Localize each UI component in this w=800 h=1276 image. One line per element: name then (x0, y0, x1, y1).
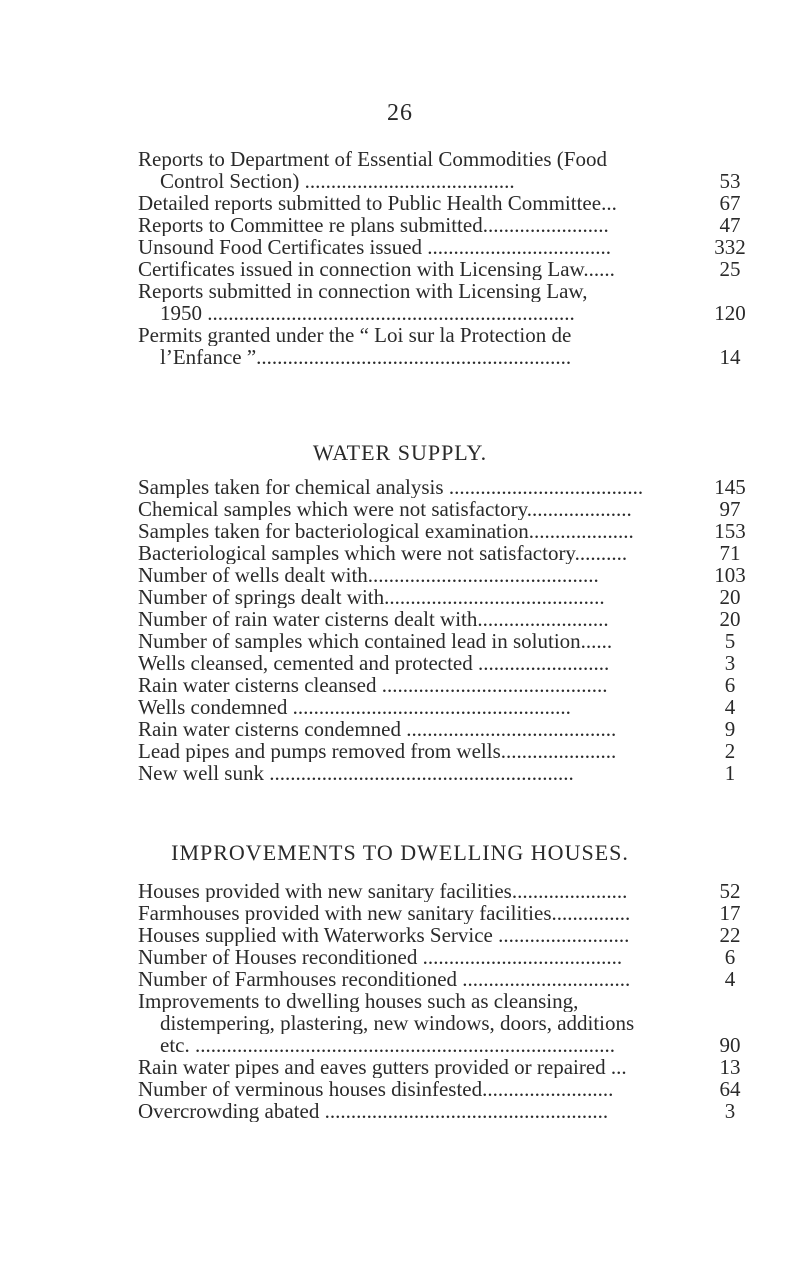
item-label: Reports to Committee re plans submitted........................ (138, 214, 609, 236)
item-label: Houses provided with new sanitary facilities...................... (138, 880, 628, 902)
item-value: 5 (724, 629, 736, 653)
item-value: 14 (719, 345, 741, 369)
item-label-continued: Control Section) ........................................ (160, 170, 515, 192)
item-label-continued: 1950 ...................................................................... (160, 302, 575, 324)
list-item (138, 280, 770, 324)
item-label: Detailed reports submitted to Public Health Committee... (138, 192, 617, 214)
water-supply-heading: WATER SUPPLY. (312, 440, 488, 465)
list-item (138, 880, 770, 902)
item-value: 2 (724, 739, 736, 763)
item-value: 67 (719, 191, 741, 215)
item-label: Rain water cisterns cleansed ........................................... (138, 674, 608, 696)
page-number: 26 (387, 100, 413, 126)
item-value: 20 (719, 607, 741, 631)
water-supply-section (138, 476, 770, 784)
item-label: Chemical samples which were not satisfactory.................... (138, 498, 632, 520)
item-label-continued: distempering, plastering, new windows, doors, additions (160, 1012, 635, 1034)
list-item (138, 740, 770, 762)
list-item (138, 696, 770, 718)
item-label: Number of samples which contained lead in solution...... (138, 630, 613, 652)
item-label: Number of springs dealt with.......................................... (138, 586, 605, 608)
item-value: 22 (719, 923, 741, 947)
improvements-heading: IMPROVEMENTS TO DWELLING HOUSES. (171, 840, 629, 865)
item-value: 71 (719, 541, 741, 565)
list-item (138, 990, 770, 1056)
item-value: 4 (724, 967, 736, 991)
improvements-section (138, 880, 770, 1122)
list-item (138, 718, 770, 740)
list-item (138, 924, 770, 946)
item-value: 25 (719, 257, 741, 281)
item-label: Lead pipes and pumps removed from wells...................... (138, 740, 617, 762)
item-value: 103 (714, 563, 746, 587)
item-value: 3 (724, 651, 736, 675)
item-label: Wells cleansed, cemented and protected ......................... (138, 652, 610, 674)
item-value: 20 (719, 585, 741, 609)
reports-section (138, 148, 770, 368)
item-label-continued: l’Enfance ”............................................................ (160, 346, 572, 368)
item-value: 145 (714, 475, 746, 499)
list-item (138, 476, 770, 498)
list-item (138, 902, 770, 924)
item-label: Unsound Food Certificates issued ................................... (138, 236, 612, 258)
list-item (138, 762, 770, 784)
list-item (138, 946, 770, 968)
item-value: 6 (724, 673, 736, 697)
item-label: Number of wells dealt with............................................ (138, 564, 599, 586)
item-label: Number of Houses reconditioned ...................................... (138, 946, 623, 968)
list-item (138, 214, 770, 236)
list-item (138, 324, 770, 368)
item-label: Certificates issued in connection with Licensing Law...... (138, 258, 615, 280)
item-value: 332 (714, 235, 746, 259)
item-value: 47 (719, 213, 741, 237)
item-value: 3 (724, 1099, 736, 1123)
item-value: 90 (719, 1033, 741, 1057)
list-item (138, 652, 770, 674)
item-value: 53 (719, 169, 741, 193)
item-label: Number of Farmhouses reconditioned ................................ (138, 968, 631, 990)
item-value: 1 (724, 761, 736, 785)
list-item (138, 630, 770, 652)
item-value: 52 (719, 879, 741, 903)
item-label: New well sunk .......................................................... (138, 762, 574, 784)
item-label: Farmhouses provided with new sanitary facilities............... (138, 902, 631, 924)
list-item (138, 236, 770, 258)
item-label: Rain water cisterns condemned ........................................ (138, 718, 617, 740)
item-value: 97 (719, 497, 741, 521)
item-label: Reports submitted in connection with Licensing Law, (138, 280, 588, 302)
item-label: Samples taken for chemical analysis ..................................... (138, 476, 644, 498)
item-label: Improvements to dwelling houses such as cleansing, (138, 990, 579, 1012)
item-value: 9 (724, 717, 736, 741)
list-item (138, 608, 770, 630)
list-item (138, 520, 770, 542)
item-label: Samples taken for bacteriological examination.................... (138, 520, 634, 542)
list-item (138, 542, 770, 564)
item-value: 120 (714, 301, 746, 325)
item-value: 64 (719, 1077, 741, 1101)
list-item (138, 1100, 770, 1122)
list-item (138, 148, 770, 192)
item-value: 153 (714, 519, 746, 543)
item-label: Rain water pipes and eaves gutters provided or repaired ... (138, 1056, 627, 1078)
item-label: Wells condemned ..................................................... (138, 696, 571, 718)
item-label: Number of rain water cisterns dealt with......................... (138, 608, 609, 630)
list-item (138, 564, 770, 586)
list-item (138, 192, 770, 214)
item-label: Bacteriological samples which were not satisfactory.......... (138, 542, 628, 564)
list-item (138, 258, 770, 280)
list-item (138, 968, 770, 990)
item-label: Houses supplied with Waterworks Service ......................... (138, 924, 630, 946)
item-label: Permits granted under the “ Loi sur la Protection de (138, 324, 572, 346)
item-label: Overcrowding abated ...................................................... (138, 1100, 609, 1122)
item-label: Number of verminous houses disinfested......................... (138, 1078, 614, 1100)
item-value: 4 (724, 695, 736, 719)
list-item (138, 586, 770, 608)
item-label: Reports to Department of Essential Commodities (Food (138, 148, 607, 170)
item-value: 17 (719, 901, 741, 925)
list-item (138, 674, 770, 696)
list-item (138, 1056, 770, 1078)
list-item (138, 498, 770, 520)
list-item (138, 1078, 770, 1100)
item-value: 13 (719, 1055, 741, 1079)
item-label-continued: etc. ................................................................................ (160, 1034, 615, 1056)
item-value: 6 (724, 945, 736, 969)
